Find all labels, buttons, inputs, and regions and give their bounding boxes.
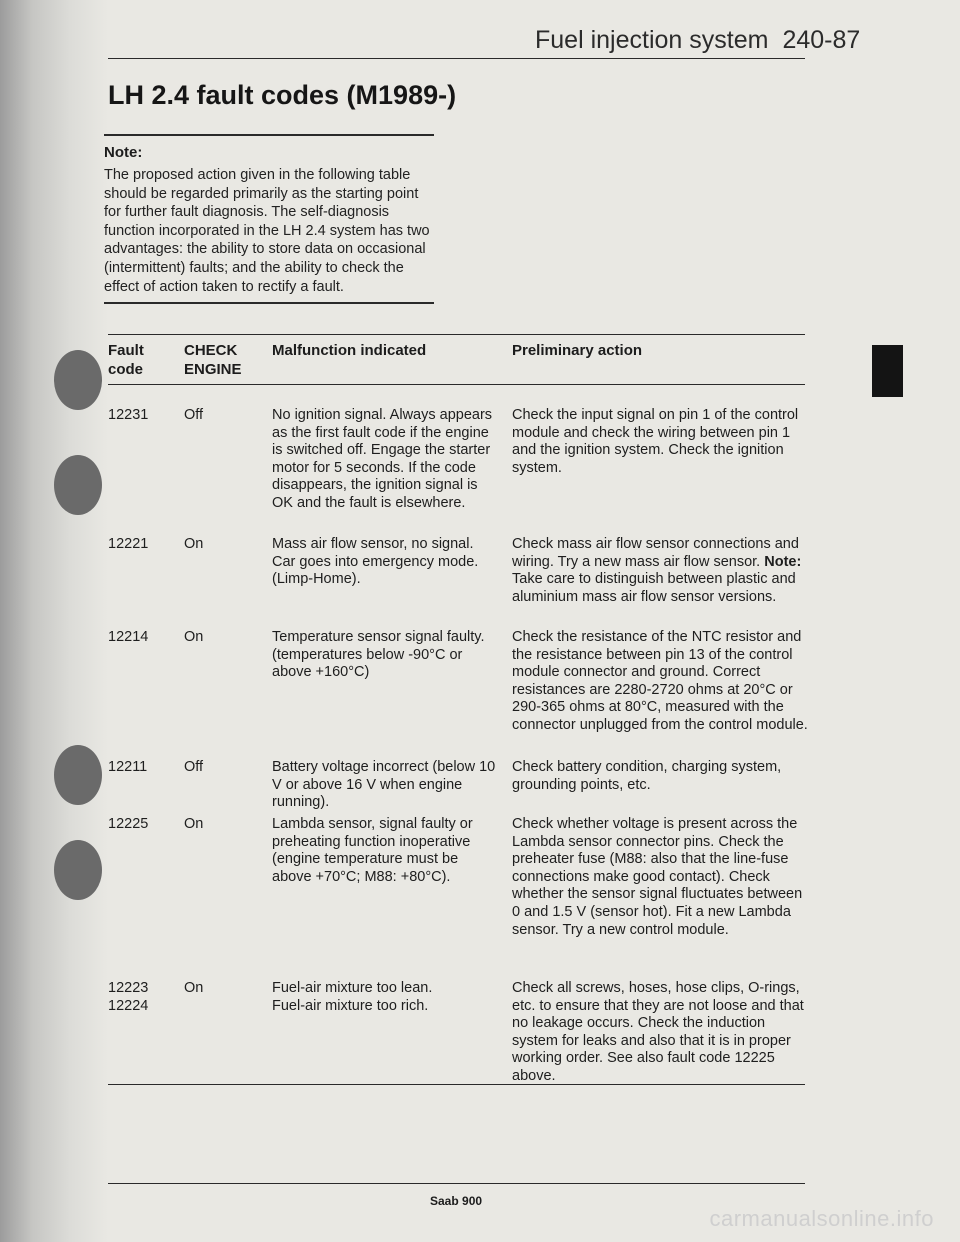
action-text: Check battery condition, charging system, grounding points, etc. — [512, 759, 782, 793]
fault-code: 12211 — [108, 759, 148, 775]
action-text: Check all screws, hoses, hose clips, O-rings, etc. to ensure that they are not loose and that no leakage occurs. Check the induction system for leaks and also that it is in proper working order. See also fault code 12225 above. — [512, 980, 804, 1084]
section-title: Fuel injection system — [535, 26, 769, 54]
watermark: carmanualsonline.info — [709, 1206, 934, 1231]
punch-hole — [54, 745, 102, 805]
check-engine-state: On — [184, 629, 204, 645]
footer-rule — [108, 1183, 805, 1184]
check-engine-state: On — [184, 816, 204, 832]
fault-code: 12214 — [108, 629, 149, 645]
fault-code: 12225 — [108, 816, 149, 832]
malfunction-cell — [272, 980, 498, 1015]
punch-hole — [54, 350, 102, 410]
malfunction-text-secondary: Fuel-air mixture too rich. — [272, 997, 429, 1014]
action-text: Check the input signal on pin 1 of the control module and check the wiring between pin 1 and the ignition system. Check the ignition system. — [512, 407, 799, 476]
fault-code: 12221 — [108, 536, 149, 552]
fault-code: 12231 — [108, 407, 149, 423]
fault-code-cell — [108, 980, 178, 1015]
header-divider — [108, 384, 805, 385]
fault-code: 12223 — [108, 980, 149, 996]
header-fault-code: Fault code — [108, 342, 144, 378]
malfunction-text: Fuel-air mixture too lean. — [272, 980, 433, 996]
table-bottom-rule — [108, 1084, 805, 1085]
note-bottom-rule — [104, 302, 434, 304]
page-number: 240-87 — [782, 26, 861, 54]
check-engine-state: Off — [184, 407, 204, 423]
malfunction-text: Battery voltage incorrect (below 10 V or above 16 V when engine running). — [272, 759, 496, 811]
check-engine-state: Off — [184, 759, 204, 775]
punch-hole — [54, 455, 102, 515]
malfunction-text: Mass air flow sensor, no signal. Car goes into emergency mode. (Limp-Home). — [272, 536, 479, 588]
header-preliminary-action: Preliminary action — [512, 342, 643, 359]
binding-shadow — [0, 0, 108, 1242]
action-text: Check whether voltage is present across the Lambda sensor connector pins. Check the preheater fuse (M88: also that the line-fuse connections make good contact). Check whether the sensor signal fluctuates between 0 and 1.5 V (sensor hot). Fit a new Lambda sensor. Try a new control module. — [512, 816, 803, 938]
malfunction-text: Lambda sensor, signal faulty or preheating function inoperative (engine temperature must be above +70°C; M88: +80°C). — [272, 816, 473, 885]
note-label: Note: — [104, 144, 143, 161]
malfunction-text: Temperature sensor signal faulty. (temperatures below -90°C or above +160°C) — [272, 629, 485, 681]
action-text: Check mass air flow sensor connections and wiring. Try a new mass air flow sensor. — [512, 536, 799, 570]
action-text: Check the resistance of the NTC resistor and the resistance between pin 13 of the control module connector and ground. Correct resistances are 2280-2720 ohms at 20°C or 290-365 ohms at 80°C, measured with the connector unplugged from the control module. — [512, 629, 808, 733]
header-malfunction: Malfunction indicated — [272, 342, 427, 359]
page-title: LH 2.4 fault codes (M1989-) — [108, 80, 457, 110]
header-rule — [108, 58, 805, 59]
header-check-engine: CHECK ENGINE — [184, 342, 242, 378]
running-header — [535, 26, 860, 55]
fault-code-secondary: 12224 — [108, 997, 149, 1014]
action-note-text: Take care to distinguish between plastic and aluminium mass air flow sensor versions. — [512, 571, 796, 605]
check-engine-state: On — [184, 980, 204, 996]
action-note-label: Note: — [764, 553, 802, 570]
note-top-rule — [104, 134, 434, 136]
action-cell — [512, 536, 812, 606]
note-text: The proposed action given in the following table should be regarded primarily as the starting point for further fault diagnosis. The self-diagnosis function incorporated in the LH 2.4 system has two advantages: the ability to store data on occasional (intermittent) faults; and the ability to check the effect of action taken to rectify a fault. — [104, 167, 430, 295]
section-tab-marker — [872, 345, 903, 397]
footer-text: Saab 900 — [430, 1194, 483, 1208]
table-top-rule — [108, 334, 805, 335]
check-engine-state: On — [184, 536, 204, 552]
punch-hole — [54, 840, 102, 900]
malfunction-text: No ignition signal. Always appears as the first fault code if the engine is switched off. Engage the starter motor for 5 seconds. If the code disappears, the ignition signal is OK and the fault is elsewhere. — [272, 407, 493, 511]
